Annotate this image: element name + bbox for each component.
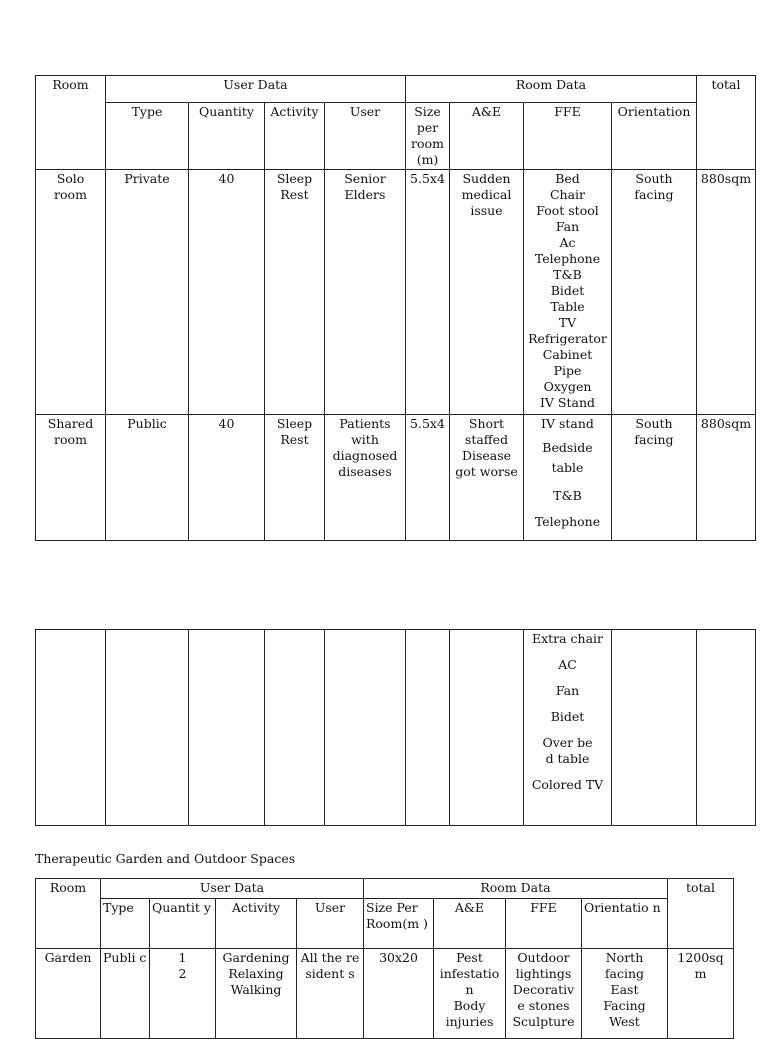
cell-orientation: South facing xyxy=(612,415,697,541)
cell-activity: Sleep Rest xyxy=(265,170,325,415)
header-orientation: Orientatio n xyxy=(582,899,668,949)
cell-total: 880sqm xyxy=(697,170,756,415)
cell-ffe: Extra chair AC Fan Bidet Over bed table Colored TV xyxy=(524,630,612,826)
header-quantity: Quantity xyxy=(189,103,265,170)
cell-orientation: South facing xyxy=(612,170,697,415)
room-data-table-continued xyxy=(35,629,756,826)
cell-total xyxy=(697,630,756,826)
cell-quantity: 1 2 xyxy=(150,949,216,1039)
cell-ae: Short staffed Disease got worse xyxy=(450,415,524,541)
cell-size: 30x20 xyxy=(364,949,434,1039)
header-type: Type xyxy=(106,103,189,170)
cell-size: 5.5x4 xyxy=(406,415,450,541)
table-row xyxy=(36,415,756,541)
cell-ae xyxy=(450,630,524,826)
header-type: Type xyxy=(101,899,150,949)
cell-ffe: Outdoor lightings Decorativ e stones Sculpture xyxy=(506,949,582,1039)
cell-quantity: 40 xyxy=(189,415,265,541)
header-user-data: User Data xyxy=(106,76,406,103)
header-total: total xyxy=(697,76,756,170)
header-quantity: Quantit y xyxy=(150,899,216,949)
cell-type: Private xyxy=(106,170,189,415)
cell-ffe: IV stand Bedside table T&B Telephone xyxy=(524,415,612,541)
header-ffe: FFE xyxy=(506,899,582,949)
header-user: User xyxy=(325,103,406,170)
cell-orientation: North facing East Facing West xyxy=(582,949,668,1039)
header-ae: A&E xyxy=(434,899,506,949)
header-ffe: FFE xyxy=(524,103,612,170)
header-activity: Activity xyxy=(265,103,325,170)
table-row xyxy=(36,630,756,826)
garden-data-table xyxy=(35,878,734,1039)
header-user-data: User Data xyxy=(101,879,364,899)
cell-room: Solo room xyxy=(36,170,106,415)
header-ae: A&E xyxy=(450,103,524,170)
cell-room xyxy=(36,630,106,826)
cell-total: 1200sq m xyxy=(668,949,734,1039)
cell-ffe: Bed Chair Foot stool Fan Ac Telephone T&B Bidet Table TV Refrigerator Cabinet Pipe Oxygen IV Stand xyxy=(524,170,612,415)
header-room-data: Room Data xyxy=(364,879,668,899)
cell-total: 880sqm xyxy=(697,415,756,541)
header-orientation: Orientation xyxy=(612,103,697,170)
cell-user xyxy=(325,630,406,826)
cell-quantity: 40 xyxy=(189,170,265,415)
cell-size: 5.5x4 xyxy=(406,170,450,415)
room-data-table xyxy=(35,75,756,541)
header-room-data: Room Data xyxy=(406,76,697,103)
cell-user: All the resident s xyxy=(297,949,364,1039)
cell-size xyxy=(406,630,450,826)
header-total: total xyxy=(668,879,734,949)
cell-ae: Pest infestatio n Body injuries xyxy=(434,949,506,1039)
header-room: Room xyxy=(36,76,106,170)
cell-activity xyxy=(265,630,325,826)
cell-ae: Sudden medical issue xyxy=(450,170,524,415)
cell-quantity xyxy=(189,630,265,826)
cell-user: Senior Elders xyxy=(325,170,406,415)
cell-room: Shared room xyxy=(36,415,106,541)
cell-user: Patients with diagnosed diseases xyxy=(325,415,406,541)
header-size: Size per room (m) xyxy=(406,103,450,170)
cell-orientation xyxy=(612,630,697,826)
cell-activity: Gardening Relaxing Walking xyxy=(216,949,297,1039)
cell-type: Publi c xyxy=(101,949,150,1039)
header-activity: Activity xyxy=(216,899,297,949)
cell-room: Garden xyxy=(36,949,101,1039)
header-user: User xyxy=(297,899,364,949)
table-row xyxy=(36,170,756,415)
section-caption: Therapeutic Garden and Outdoor Spaces xyxy=(35,851,296,866)
cell-type xyxy=(106,630,189,826)
table-row xyxy=(36,949,734,1039)
cell-type: Public xyxy=(106,415,189,541)
cell-activity: Sleep Rest xyxy=(265,415,325,541)
header-size: Size Per Room(m ) xyxy=(364,899,434,949)
header-room: Room xyxy=(36,879,101,949)
